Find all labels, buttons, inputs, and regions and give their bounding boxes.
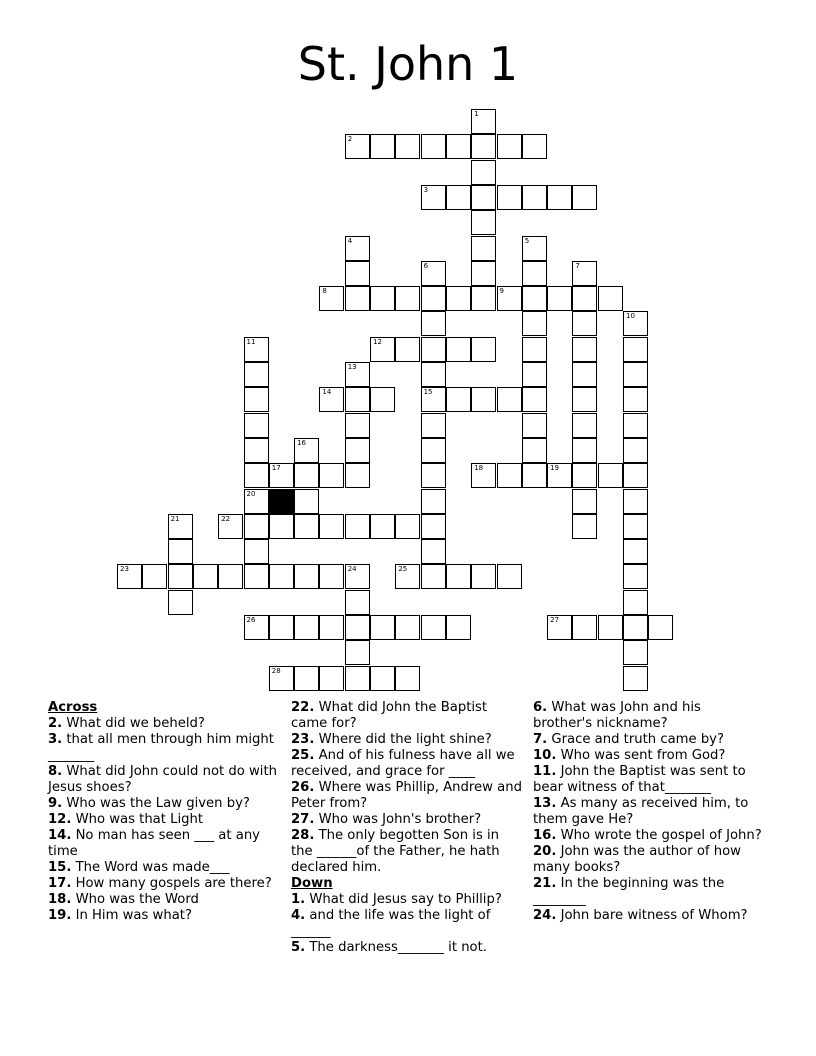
grid-cell[interactable] <box>497 387 522 412</box>
grid-cell[interactable] <box>345 286 370 311</box>
clue-number-label: 26. <box>291 780 315 795</box>
clue-number: 27 <box>550 616 560 624</box>
grid-cell[interactable] <box>522 337 547 362</box>
clue-number-label: 10. <box>533 748 557 763</box>
grid-cell[interactable] <box>623 514 648 539</box>
grid-cell[interactable] <box>421 311 446 336</box>
grid-cell[interactable] <box>421 514 446 539</box>
grid-cell[interactable] <box>572 413 597 438</box>
grid-cell[interactable] <box>547 286 572 311</box>
grid-cell[interactable] <box>471 185 496 210</box>
clue-number: 8 <box>322 287 327 296</box>
clue-text: John was the author of how many books? <box>533 844 741 875</box>
clue-number: 24 <box>347 565 357 574</box>
grid-cell[interactable] <box>168 539 193 564</box>
clue-item <box>533 876 763 908</box>
grid-cell[interactable] <box>370 387 395 412</box>
clue-item <box>291 908 523 940</box>
grid-cell[interactable] <box>294 463 319 488</box>
clue-item <box>533 844 763 876</box>
clue-item <box>48 764 278 796</box>
clue-text: And of his fulness have all we received, and grace for ____ <box>291 748 515 779</box>
grid-cell[interactable] <box>294 438 319 463</box>
grid-cell[interactable] <box>395 615 420 640</box>
grid-cell[interactable] <box>522 134 547 159</box>
clue-text: As many as received him, to them gave He? <box>533 796 749 827</box>
grid-cell[interactable] <box>471 160 496 185</box>
clue-text: In the beginning was the ________ <box>533 876 725 907</box>
clue-number-label: 14. <box>48 828 72 843</box>
grid-cell[interactable] <box>345 387 370 412</box>
grid-cell[interactable] <box>497 185 522 210</box>
clue-number: 12 <box>373 337 382 346</box>
grid-cell[interactable] <box>345 134 370 159</box>
grid-cell[interactable] <box>345 236 370 261</box>
clue-item <box>533 908 763 924</box>
clue-number-label: 15. <box>48 860 72 875</box>
grid-cell[interactable] <box>244 362 269 387</box>
clue-number: 21 <box>170 514 180 523</box>
clue-item <box>533 796 763 828</box>
clue-number-label: 11. <box>533 764 557 779</box>
clue-number-label: 18. <box>48 892 72 907</box>
clue-text: The darkness_______ it not. <box>305 940 487 955</box>
clue-number-label: 13. <box>533 796 557 811</box>
clue-item <box>291 812 523 828</box>
grid-cell[interactable] <box>623 590 648 615</box>
clue-text: Who was John's brother? <box>314 812 482 827</box>
grid-cell[interactable] <box>421 438 446 463</box>
clue-text: and the life was the light of ______ <box>291 908 491 939</box>
clue-number-label: 2. <box>48 716 63 731</box>
grid-cell[interactable] <box>421 337 446 362</box>
clue-number-label: 23. <box>291 732 315 747</box>
clue-text: that all men through him might _______ <box>48 732 274 763</box>
grid-cell[interactable] <box>522 261 547 286</box>
grid-cell[interactable] <box>345 564 370 589</box>
across-heading: Across <box>48 700 98 715</box>
grid-cell[interactable] <box>623 438 648 463</box>
grid-cell[interactable] <box>395 514 420 539</box>
grid-cell[interactable] <box>471 564 496 589</box>
grid-cell[interactable] <box>370 666 395 691</box>
grid-cell[interactable] <box>319 615 344 640</box>
grid-cell[interactable] <box>572 387 597 412</box>
grid-cell[interactable] <box>294 564 319 589</box>
clue-item <box>48 812 278 828</box>
grid-cell[interactable] <box>471 134 496 159</box>
grid-cell[interactable] <box>244 438 269 463</box>
grid-cell[interactable] <box>471 387 496 412</box>
grid-cell[interactable] <box>522 286 547 311</box>
grid-cell[interactable] <box>244 615 269 640</box>
grid-cell[interactable] <box>218 514 243 539</box>
grid-cell[interactable] <box>244 463 269 488</box>
grid-cell[interactable] <box>142 564 167 589</box>
clue-item <box>291 940 523 956</box>
grid-cell[interactable] <box>623 337 648 362</box>
grid-cell[interactable] <box>623 640 648 665</box>
clue-number: 19 <box>550 464 560 473</box>
grid-cell[interactable] <box>244 514 269 539</box>
clue-number: 28 <box>271 666 281 675</box>
clue-number: 3 <box>423 185 429 194</box>
grid-cell[interactable] <box>421 134 446 159</box>
grid-cell[interactable] <box>421 362 446 387</box>
puzzle-title: St. John 1 <box>297 37 519 91</box>
clue-text: The Word was made___ <box>71 860 230 875</box>
grid-cell[interactable] <box>471 109 496 134</box>
clue-number-label: 6. <box>533 700 548 715</box>
grid-cell[interactable] <box>168 590 193 615</box>
clue-number: 15 <box>423 388 433 397</box>
clue-column-2 <box>291 700 523 956</box>
clue-text: John bare witness of Whom? <box>556 908 748 923</box>
grid-cell[interactable] <box>244 413 269 438</box>
grid-cell[interactable] <box>471 236 496 261</box>
clue-number-label: 4. <box>291 908 306 923</box>
clue-number-label: 27. <box>291 812 315 827</box>
grid-cell[interactable] <box>345 615 370 640</box>
clue-number: 13 <box>347 363 357 371</box>
grid-cell[interactable] <box>269 615 294 640</box>
grid-cell[interactable] <box>497 463 522 488</box>
clue-item <box>48 860 278 876</box>
grid-cell[interactable] <box>345 640 370 665</box>
clue-number-label: 9. <box>48 796 63 811</box>
grid-cell[interactable] <box>421 413 446 438</box>
grid-cell[interactable] <box>319 387 344 412</box>
grid-cell[interactable] <box>623 413 648 438</box>
grid-cell[interactable] <box>421 387 446 412</box>
grid-cell[interactable] <box>244 539 269 564</box>
grid-cell[interactable] <box>446 387 471 412</box>
grid-cell[interactable] <box>471 463 496 488</box>
grid-cell[interactable] <box>345 362 370 387</box>
clue-text: Who was the Law given by? <box>62 796 250 811</box>
clue-number-label: 24. <box>533 908 557 923</box>
clue-number: 16 <box>297 438 307 447</box>
grid-cell[interactable] <box>218 564 243 589</box>
down-heading: Down <box>291 876 333 891</box>
clue-text: In Him was what? <box>71 908 192 923</box>
grid-cell[interactable] <box>446 185 471 210</box>
grid-cell[interactable] <box>269 463 294 488</box>
clue-column-3 <box>533 700 763 924</box>
clue-text: No man has seen ___ at any time <box>48 828 260 859</box>
clue-number: 9 <box>499 287 504 296</box>
clue-number: 20 <box>246 489 256 498</box>
grid-cell[interactable] <box>395 564 420 589</box>
clue-number: 18 <box>474 464 484 473</box>
clue-number-label: 12. <box>48 812 72 827</box>
grid-cell[interactable] <box>471 210 496 235</box>
grid-cell[interactable] <box>471 286 496 311</box>
clue-number-label: 3. <box>48 732 63 747</box>
grid-cell[interactable] <box>345 463 370 488</box>
clue-item <box>48 876 278 892</box>
grid-cell[interactable] <box>421 564 446 589</box>
clue-text: What was John and his brother's nickname? <box>533 700 701 731</box>
grid-cell[interactable] <box>421 539 446 564</box>
clue-item <box>291 700 523 732</box>
grid-cell[interactable] <box>421 185 446 210</box>
grid-cell[interactable] <box>345 514 370 539</box>
grid-cell[interactable] <box>522 185 547 210</box>
clue-number: 10 <box>626 312 635 321</box>
grid-cell[interactable] <box>522 311 547 336</box>
grid-cell[interactable] <box>623 387 648 412</box>
clue-number: 1 <box>474 110 479 118</box>
grid-cell[interactable] <box>446 615 471 640</box>
clue-text: What did Jesus say to Phillip? <box>305 892 502 907</box>
clue-number-label: 22. <box>291 700 315 715</box>
grid-cell[interactable] <box>244 564 269 589</box>
grid-cell[interactable] <box>395 337 420 362</box>
clue-number: 11 <box>246 337 256 346</box>
grid-cell[interactable] <box>572 286 597 311</box>
grid-cell[interactable] <box>623 615 648 640</box>
grid-cell[interactable] <box>598 615 623 640</box>
grid-cell[interactable] <box>497 564 522 589</box>
grid-cell[interactable] <box>572 514 597 539</box>
grid-cell[interactable] <box>446 337 471 362</box>
grid-cell[interactable] <box>345 261 370 286</box>
grid-cell[interactable] <box>446 286 471 311</box>
grid-cell[interactable] <box>421 489 446 514</box>
grid-cell[interactable] <box>471 261 496 286</box>
grid-cell[interactable] <box>294 489 319 514</box>
clue-number-label: 8. <box>48 764 63 779</box>
grid-cell[interactable] <box>572 463 597 488</box>
grid-cell[interactable] <box>421 463 446 488</box>
grid-cell[interactable] <box>421 286 446 311</box>
clue-text: John the Baptist was sent to bear witness of that_______ <box>533 764 746 795</box>
grid-cell[interactable] <box>244 337 269 362</box>
clue-text: Where was Phillip, Andrew and Peter from? <box>291 780 522 811</box>
grid-cell[interactable] <box>370 337 395 362</box>
clue-item <box>291 892 523 908</box>
clue-item <box>533 748 763 764</box>
clue-number-label: 16. <box>533 828 557 843</box>
grid-cell[interactable] <box>370 514 395 539</box>
grid-cell[interactable] <box>193 564 218 589</box>
clue-number: 25 <box>398 565 408 574</box>
clue-number-label: 20. <box>533 844 557 859</box>
clue-item <box>291 828 523 876</box>
grid-cell[interactable] <box>623 539 648 564</box>
grid-cell[interactable] <box>345 590 370 615</box>
clue-number: 14 <box>322 388 332 397</box>
clue-number: 7 <box>575 261 580 270</box>
grid-cell[interactable] <box>572 362 597 387</box>
grid-cell[interactable] <box>598 286 623 311</box>
clue-text: Who wrote the gospel of John? <box>556 828 762 843</box>
grid-cell[interactable] <box>572 489 597 514</box>
grid-cell[interactable] <box>572 337 597 362</box>
grid-cell[interactable] <box>572 438 597 463</box>
clue-number-label: 7. <box>533 732 548 747</box>
clue-item <box>533 828 763 844</box>
clue-number: 6 <box>423 261 429 270</box>
clue-number: 22 <box>221 514 231 523</box>
grid-cell[interactable] <box>572 185 597 210</box>
grid-cell[interactable] <box>547 615 572 640</box>
grid-cell[interactable] <box>421 615 446 640</box>
grid-cell[interactable] <box>294 514 319 539</box>
grid-cell[interactable] <box>648 615 673 640</box>
clue-item <box>533 700 763 732</box>
clue-number: 4 <box>347 236 353 245</box>
grid-cell[interactable] <box>522 236 547 261</box>
clue-number: 2 <box>347 135 353 144</box>
clue-text: Who was sent from God? <box>556 748 726 763</box>
grid-cell[interactable] <box>572 261 597 286</box>
grid-cell[interactable] <box>572 615 597 640</box>
clue-text: What did John could not do with Jesus shoes? <box>48 764 277 795</box>
clue-item <box>48 732 278 764</box>
grid-cell[interactable] <box>497 134 522 159</box>
clue-item <box>48 828 278 860</box>
grid-cell[interactable] <box>345 438 370 463</box>
clue-item <box>48 892 278 908</box>
grid-cell[interactable] <box>319 514 344 539</box>
grid-cell[interactable] <box>269 666 294 691</box>
grid-cell[interactable] <box>446 134 471 159</box>
clue-number: 17 <box>271 464 281 473</box>
clue-number-label: 5. <box>291 940 306 955</box>
grid-cell[interactable] <box>319 666 344 691</box>
clue-number: 5 <box>524 236 530 245</box>
grid-cell[interactable] <box>623 666 648 691</box>
clue-number-label: 17. <box>48 876 72 891</box>
clue-text: Who was that Light <box>71 812 204 827</box>
grid-cell[interactable] <box>522 387 547 412</box>
clue-item <box>533 764 763 796</box>
grid-cell[interactable] <box>522 463 547 488</box>
grid-cell[interactable] <box>269 514 294 539</box>
clue-item <box>533 732 763 748</box>
grid-cell[interactable] <box>395 666 420 691</box>
grid-cell-black <box>269 489 294 514</box>
grid-cell[interactable] <box>522 438 547 463</box>
grid-cell[interactable] <box>471 337 496 362</box>
clue-text: The only begotten Son is in the ______of the Father, he hath declared him. <box>291 828 500 875</box>
grid-cell[interactable] <box>294 666 319 691</box>
clue-text: How many gospels are there? <box>71 876 272 891</box>
grid-cell[interactable] <box>623 463 648 488</box>
grid-cell[interactable] <box>370 286 395 311</box>
grid-cell[interactable] <box>117 564 142 589</box>
grid-cell[interactable] <box>572 311 597 336</box>
grid-cell[interactable] <box>168 564 193 589</box>
grid-cell[interactable] <box>345 666 370 691</box>
grid-cell[interactable] <box>370 134 395 159</box>
clue-column-1 <box>48 700 278 924</box>
grid-cell[interactable] <box>244 387 269 412</box>
clue-item <box>48 908 278 924</box>
grid-cell[interactable] <box>269 564 294 589</box>
clue-number: 26 <box>246 616 256 624</box>
clue-text: Where did the light shine? <box>314 732 492 747</box>
grid-cell[interactable] <box>623 362 648 387</box>
grid-cell[interactable] <box>623 311 648 336</box>
clue-number-label: 21. <box>533 876 557 891</box>
grid-cell[interactable] <box>598 463 623 488</box>
clue-number-label: 25. <box>291 748 315 763</box>
grid-cell[interactable] <box>395 286 420 311</box>
grid-cell[interactable] <box>497 286 522 311</box>
clue-item <box>291 748 523 780</box>
grid-cell[interactable] <box>244 489 269 514</box>
clue-item <box>291 780 523 812</box>
clue-text: Grace and truth came by? <box>547 732 724 747</box>
grid-cell[interactable] <box>522 362 547 387</box>
clue-item <box>48 796 278 812</box>
grid-cell[interactable] <box>370 615 395 640</box>
clue-number-label: 28. <box>291 828 315 843</box>
grid-cell[interactable] <box>421 261 446 286</box>
clue-number-label: 1. <box>291 892 306 907</box>
grid-cell[interactable] <box>345 413 370 438</box>
grid-cell[interactable] <box>623 489 648 514</box>
grid-cell[interactable] <box>319 564 344 589</box>
clue-number-label: 19. <box>48 908 72 923</box>
clue-number: 23 <box>120 565 129 574</box>
grid-cell[interactable] <box>319 463 344 488</box>
grid-cell[interactable] <box>294 615 319 640</box>
clue-text: What did John the Baptist came for? <box>291 700 488 731</box>
grid-cell[interactable] <box>522 413 547 438</box>
clue-item <box>48 716 278 732</box>
grid-cell[interactable] <box>547 185 572 210</box>
clue-item <box>291 732 523 748</box>
grid-cell[interactable] <box>395 134 420 159</box>
grid-cell[interactable] <box>623 564 648 589</box>
grid-cell[interactable] <box>168 514 193 539</box>
grid-cell[interactable] <box>446 564 471 589</box>
clue-text: What did we beheld? <box>62 716 205 731</box>
grid-cell[interactable] <box>547 463 572 488</box>
clue-text: Who was the Word <box>71 892 199 907</box>
grid-cell[interactable] <box>319 286 344 311</box>
